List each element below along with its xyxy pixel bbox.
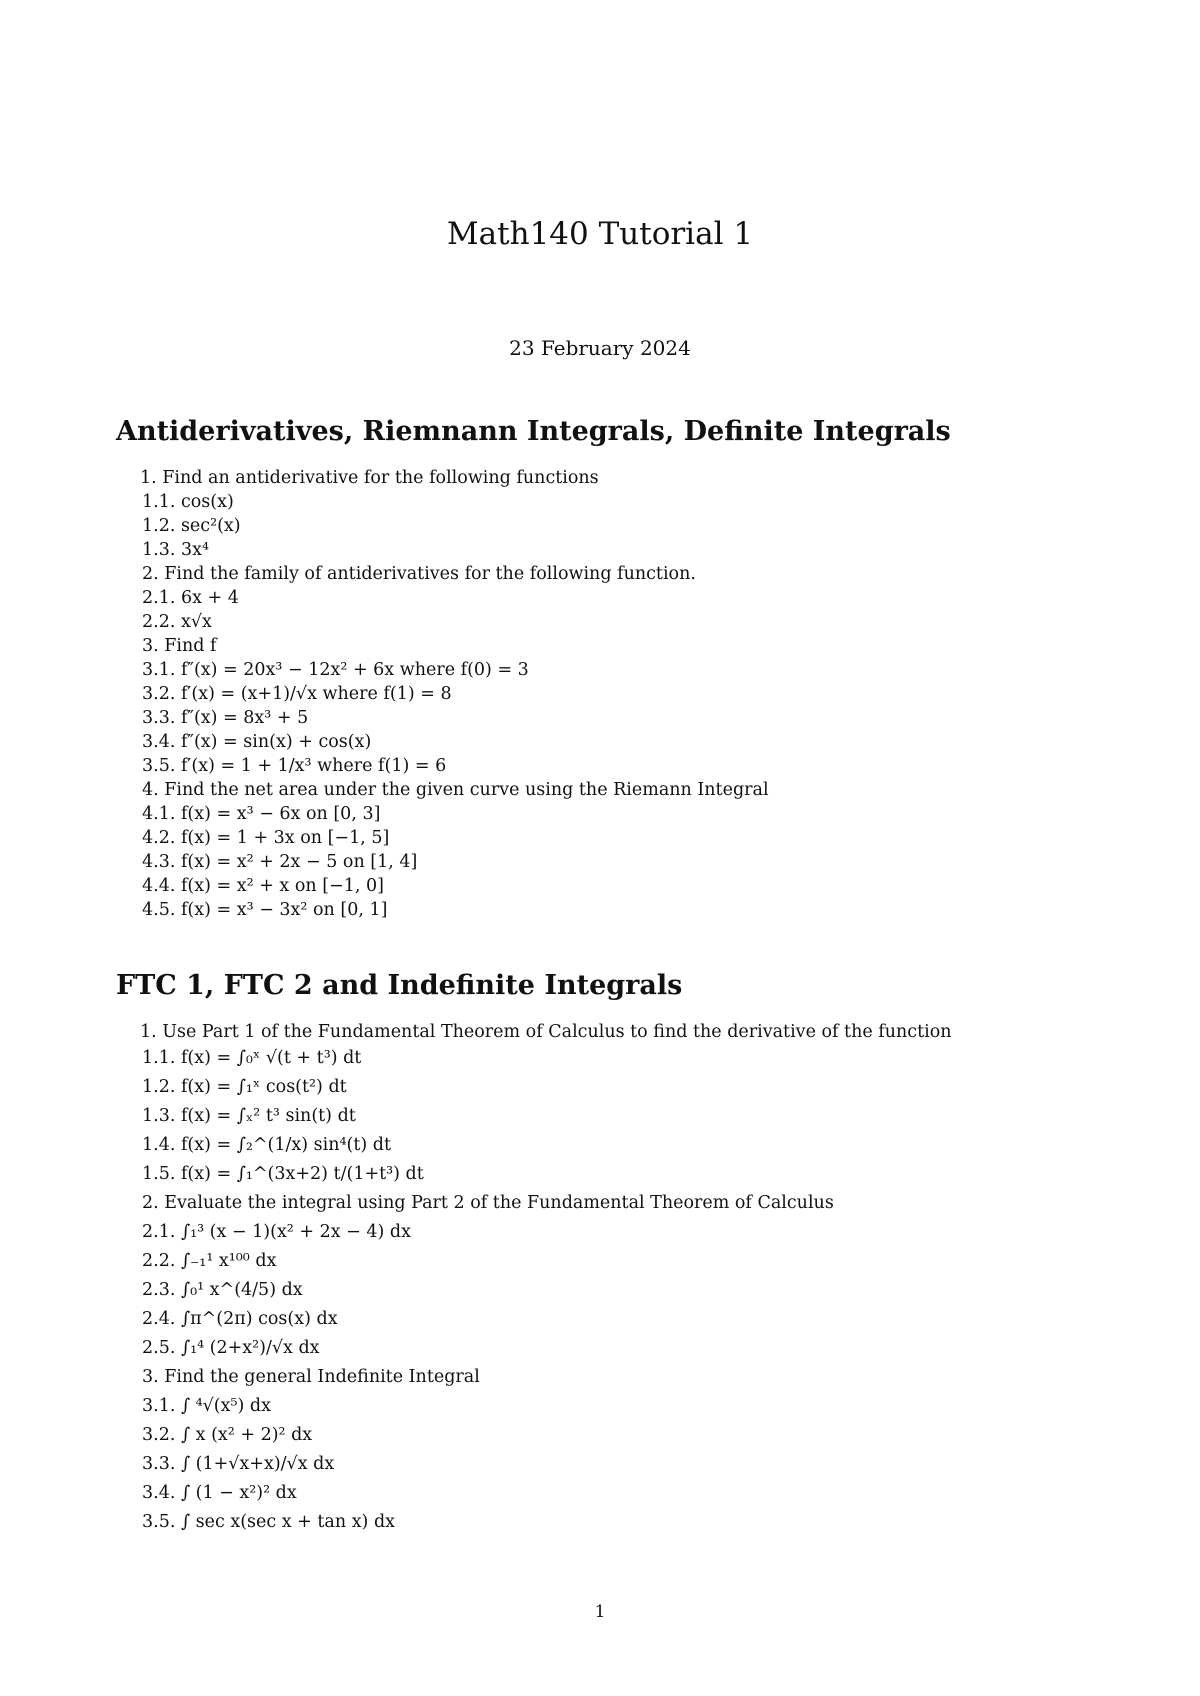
list-item: 1.2. f(x) = ∫₁ˣ cos(t²) dt [142,1077,347,1097]
list-item: 3.5. f′(x) = 1 + 1/x³ where f(1) = 6 [142,756,447,776]
list-item: 3.3. ∫ (1+√x+x)/√x dx [142,1454,335,1474]
section-item-list [116,466,1116,922]
list-item: 3.3. f″(x) = 8x³ + 5 [142,708,309,728]
list-item: 1.2. sec²(x) [142,516,241,536]
list-item: 2.1. ∫₁³ (x − 1)(x² + 2x − 4) dx [142,1222,412,1242]
list-item: 3. Find f [142,636,217,656]
list-item: 2. Find the family of antiderivatives for the following function. [142,564,696,584]
question-item: 1. Use Part 1 of the Fundamental Theorem of Calculus to find the derivative of the function [140,1022,952,1042]
list-item: 1.1. f(x) = ∫₀ˣ √(t + t³) dt [142,1048,362,1068]
section-antiderivatives [116,414,1116,922]
list-item: 1.4. f(x) = ∫₂^(1/x) sin⁴(t) dt [142,1135,392,1155]
list-item: 4. Find the net area under the given curve using the Riemann Integral [142,780,769,800]
page-number: 1 [594,1602,606,1622]
list-item: 4.1. f(x) = x³ − 6x on [0, 3] [142,804,381,824]
list-item: 3.1. f″(x) = 20x³ − 12x² + 6x where f(0) = 3 [142,660,529,680]
list-item: 3.4. ∫ (1 − x²)² dx [142,1483,297,1503]
list-item: 3.4. f″(x) = sin(x) + cos(x) [142,732,372,752]
list-item: 1.5. f(x) = ∫₁^(3x+2) t/(1+t³) dt [142,1164,424,1184]
list-item: 3.2. ∫ x (x² + 2)² dx [142,1425,313,1445]
section-ftc [116,968,1116,1537]
list-item: 3.1. ∫ ⁴√(x⁵) dx [142,1396,271,1416]
list-item: 4.5. f(x) = x³ − 3x² on [0, 1] [142,900,388,920]
list-item: 3.2. f′(x) = (x+1)/√x where f(1) = 8 [142,684,452,704]
list-item: 1.3. f(x) = ∫ₓ² t³ sin(t) dt [142,1106,356,1126]
list-item: 1.3. 3x⁴ [142,540,209,560]
list-item: 2.2. ∫₋₁¹ x¹⁰⁰ dx [142,1251,277,1271]
list-item: 2.2. x√x [142,612,212,632]
document-date: 23 February 2024 [509,336,691,360]
list-item: 2.4. ∫π^(2π) cos(x) dx [142,1309,338,1329]
list-item: 4.2. f(x) = 1 + 3x on [−1, 5] [142,828,390,848]
section-heading: FTC 1, FTC 2 and Indefinite Integrals [116,970,683,1001]
list-item: 1.1. cos(x) [142,492,234,512]
list-item: 2.3. ∫₀¹ x^(4/5) dx [142,1280,303,1300]
question-item: 1. Find an antiderivative for the following functions [140,468,599,488]
list-item: 2.1. 6x + 4 [142,588,239,608]
list-item: 4.4. f(x) = x² + x on [−1, 0] [142,876,384,896]
list-item: 4.3. f(x) = x² + 2x − 5 on [1, 4] [142,852,418,872]
document-title: Math140 Tutorial 1 [446,216,754,252]
list-item: 2. Evaluate the integral using Part 2 of the Fundamental Theorem of Calculus [142,1193,834,1213]
list-item: 3.5. ∫ sec x(sec x + tan x) dx [142,1512,396,1532]
section-item-list [116,1020,1116,1537]
list-item: 2.5. ∫₁⁴ (2+x²)/√x dx [142,1338,320,1358]
list-item: 3. Find the general Indefinite Integral [142,1367,480,1387]
section-heading: Antiderivatives, Riemnann Integrals, Definite Integrals [116,416,951,447]
